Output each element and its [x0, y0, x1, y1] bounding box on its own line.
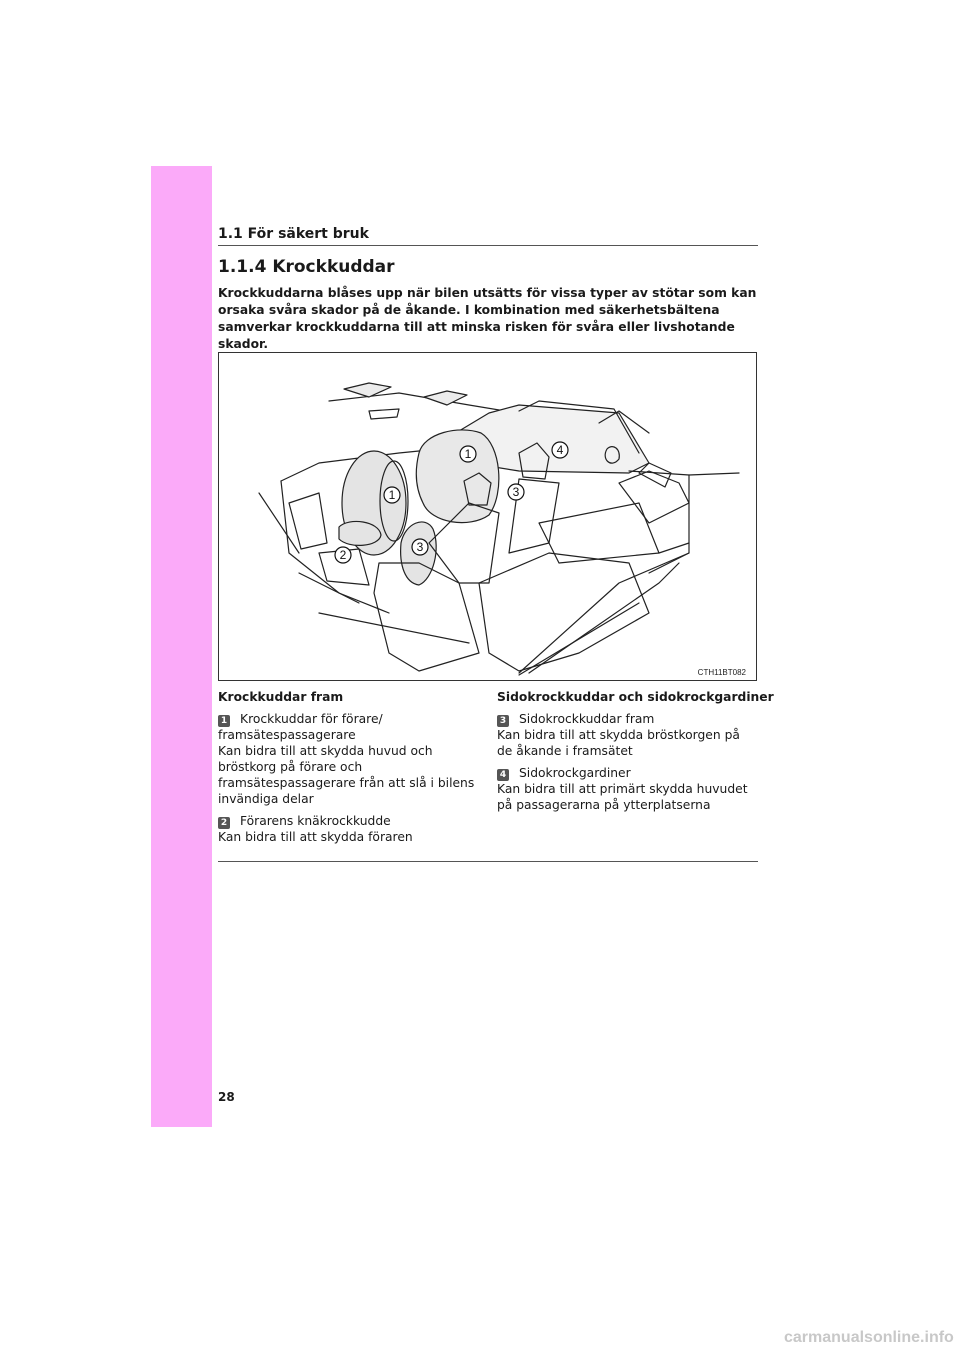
figure-code: CTH11BT082 — [697, 668, 746, 677]
callout-1-lower: 1 — [388, 488, 396, 502]
callout-4: 4 — [556, 443, 564, 457]
car-interior-drawing — [219, 353, 756, 680]
item-1-description: Kan bidra till att skydda huvud och bröstkorg på förare och framsätespassagerare från att slå i bilens invändiga delar — [218, 744, 475, 806]
left-column — [218, 689, 480, 851]
number-badge-1: 1 — [218, 715, 230, 727]
chapter-side-tab — [151, 166, 212, 1127]
intro-paragraph: Krockkuddarna blåses upp när bilen utsätts för vissa typer av stötar som kan orsaka svåra skador på de åkande. I kombination med säkerhetsbältena samverkar krockkuddarna till att minska risken för svåra eller livshotande skador. — [218, 286, 757, 351]
bottom-divider — [218, 861, 758, 862]
number-badge-4: 4 — [497, 769, 509, 781]
item-4-title: 4 Sidokrockgardiner — [497, 765, 759, 781]
page-title: 1.1.4 Krockkuddar — [218, 257, 395, 277]
number-badge-3: 3 — [497, 715, 509, 727]
item-3-description: Kan bidra till att skydda bröstkorgen på de åkande i framsätet — [497, 728, 740, 758]
item-4-description: Kan bidra till att primärt skydda huvudet på passagerarna på ytterplatserna — [497, 782, 748, 812]
callout-2: 2 — [339, 548, 347, 562]
right-heading: Sidokrockkuddar och sidokrockgardiner — [497, 690, 774, 704]
callout-1-upper: 1 — [464, 447, 472, 461]
section-header: 1.1 För säkert bruk — [218, 226, 369, 242]
item-1-title: 1 Krockkuddar för förare/ framsätespassagerare — [218, 712, 383, 742]
right-column — [497, 689, 774, 819]
airbag-illustration — [218, 352, 757, 681]
page-number: 28 — [218, 1090, 235, 1104]
number-badge-2: 2 — [218, 817, 230, 829]
watermark: carmanualsonline.info — [784, 1329, 954, 1346]
callout-3-lower: 3 — [416, 540, 424, 554]
callout-3-upper: 3 — [512, 485, 520, 499]
item-2-description: Kan bidra till att skydda föraren — [218, 830, 413, 844]
item-3-title: 3 Sidokrockkuddar fram — [497, 711, 759, 727]
header-divider — [218, 245, 758, 246]
left-heading: Krockkuddar fram — [218, 690, 344, 704]
item-2-title: 2 Förarens knäkrockkudde — [218, 813, 480, 829]
